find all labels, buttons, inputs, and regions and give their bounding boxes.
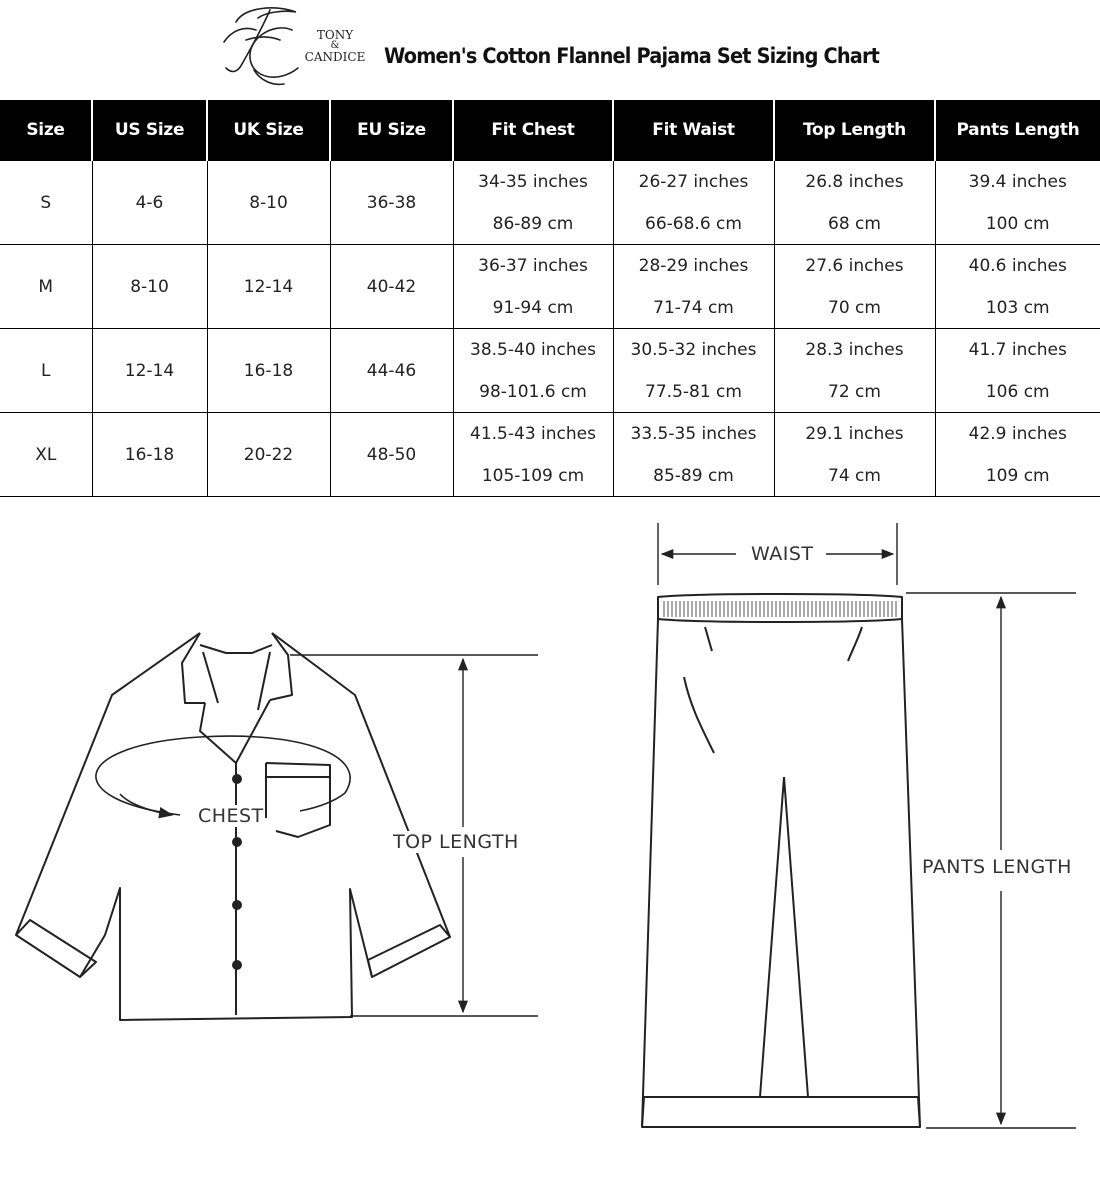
cell-eu-size: 44-46 xyxy=(330,329,453,413)
table-row xyxy=(0,413,1100,497)
cell-value-inches: 36-37 inches xyxy=(478,255,588,276)
column-header-fit-chest: Fit Chest xyxy=(453,100,613,161)
cell-size: L xyxy=(0,329,92,413)
cell-value-inches: 28-29 inches xyxy=(638,255,749,276)
cell-value-cm: 72 cm xyxy=(828,381,881,402)
cell-value-inches: 33.5-35 inches xyxy=(630,423,757,444)
cell-value-cm: 106 cm xyxy=(985,381,1050,402)
cell-value-inches: 40.6 inches xyxy=(968,255,1067,276)
cell-eu-size: 36-38 xyxy=(330,161,453,245)
cell-value-inches: 38.5-40 inches xyxy=(470,339,596,360)
cell-value-cm: 86-89 cm xyxy=(492,213,574,234)
cell-size: XL xyxy=(0,413,92,497)
cell-eu-size: 40-42 xyxy=(330,245,453,329)
cell-value-cm: 100 cm xyxy=(985,213,1050,234)
cell-size: S xyxy=(0,161,92,245)
brand-name-line1: TONY xyxy=(316,28,354,42)
cell-us-size: 12-14 xyxy=(92,329,207,413)
cell-size: M xyxy=(0,245,92,329)
cell-value-inches: 41.7 inches xyxy=(968,339,1067,360)
cell-top-length xyxy=(774,161,935,245)
brand-name-line2: CANDICE xyxy=(304,50,366,64)
column-header-us-size: US Size xyxy=(92,100,207,161)
cell-top-length xyxy=(774,413,935,497)
cell-uk-size: 16-18 xyxy=(207,329,330,413)
cell-value-inches: 39.4 inches xyxy=(968,171,1067,192)
cell-value-cm: 70 cm xyxy=(828,297,881,318)
cell-uk-size: 20-22 xyxy=(207,413,330,497)
cell-value-cm: 105-109 cm xyxy=(481,465,585,486)
cell-value-inches: 27.6 inches xyxy=(805,255,904,276)
cell-eu-size: 48-50 xyxy=(330,413,453,497)
cell-value-inches: 30.5-32 inches xyxy=(630,339,757,360)
cell-value-cm: 109 cm xyxy=(985,465,1050,486)
cell-fit-chest xyxy=(453,245,613,329)
top-length-label: TOP LENGTH xyxy=(393,831,519,853)
cell-value-inches: 26.8 inches xyxy=(805,171,904,192)
cell-fit-chest xyxy=(453,329,613,413)
table-header-row xyxy=(0,100,1100,161)
cell-value-cm: 103 cm xyxy=(985,297,1050,318)
cell-value-inches: 28.3 inches xyxy=(805,339,904,360)
cell-uk-size: 8-10 xyxy=(207,161,330,245)
size-table xyxy=(0,100,1100,497)
cell-value-cm: 91-94 cm xyxy=(492,297,574,318)
column-header-size: Size xyxy=(0,100,92,161)
pants-length-label: PANTS LENGTH xyxy=(922,856,1072,878)
brand-name xyxy=(300,29,370,63)
cell-value-cm: 77.5-81 cm xyxy=(645,381,742,402)
cell-value-cm: 74 cm xyxy=(828,465,881,486)
table-row xyxy=(0,245,1100,329)
column-header-eu-size: EU Size xyxy=(330,100,453,161)
cell-value-inches: 41.5-43 inches xyxy=(470,423,596,444)
measurement-diagram xyxy=(0,505,1100,1182)
cell-pants-length xyxy=(935,329,1100,413)
header xyxy=(0,0,1100,100)
cell-fit-waist xyxy=(613,161,774,245)
cell-value-inches: 26-27 inches xyxy=(638,171,749,192)
cell-pants-length xyxy=(935,413,1100,497)
cell-pants-length xyxy=(935,161,1100,245)
cell-value-cm: 68 cm xyxy=(828,213,881,234)
brand-name-amp: & xyxy=(330,40,340,51)
column-header-fit-waist: Fit Waist xyxy=(613,100,774,161)
waistband-ribbing xyxy=(664,601,896,617)
cell-us-size: 8-10 xyxy=(92,245,207,329)
cell-value-cm: 66-68.6 cm xyxy=(645,213,742,234)
cell-value-cm: 71-74 cm xyxy=(653,297,734,318)
cell-value-inches: 29.1 inches xyxy=(805,423,904,444)
page-title: Women's Cotton Flannel Pajama Set Sizing Chart xyxy=(384,44,880,68)
cell-value-cm: 85-89 cm xyxy=(653,465,734,486)
cell-value-cm: 98-101.6 cm xyxy=(479,381,587,402)
waist-label: WAIST xyxy=(751,543,814,565)
table-row xyxy=(0,161,1100,245)
column-header-uk-size: UK Size xyxy=(207,100,330,161)
cell-value-inches: 42.9 inches xyxy=(968,423,1067,444)
cell-fit-chest xyxy=(453,161,613,245)
cell-fit-waist xyxy=(613,329,774,413)
cell-value-inches: 34-35 inches xyxy=(478,171,588,192)
cell-top-length xyxy=(774,245,935,329)
cell-top-length xyxy=(774,329,935,413)
chest-label: CHEST xyxy=(198,805,264,827)
cell-pants-length xyxy=(935,245,1100,329)
column-header-top-length: Top Length xyxy=(774,100,935,161)
cell-fit-waist xyxy=(613,245,774,329)
cell-fit-waist xyxy=(613,413,774,497)
pajama-pants-illustration xyxy=(642,594,920,1127)
cell-us-size: 4-6 xyxy=(92,161,207,245)
cell-uk-size: 12-14 xyxy=(207,245,330,329)
table-row xyxy=(0,329,1100,413)
column-header-pants-length: Pants Length xyxy=(935,100,1100,161)
cell-fit-chest xyxy=(453,413,613,497)
cell-us-size: 16-18 xyxy=(92,413,207,497)
